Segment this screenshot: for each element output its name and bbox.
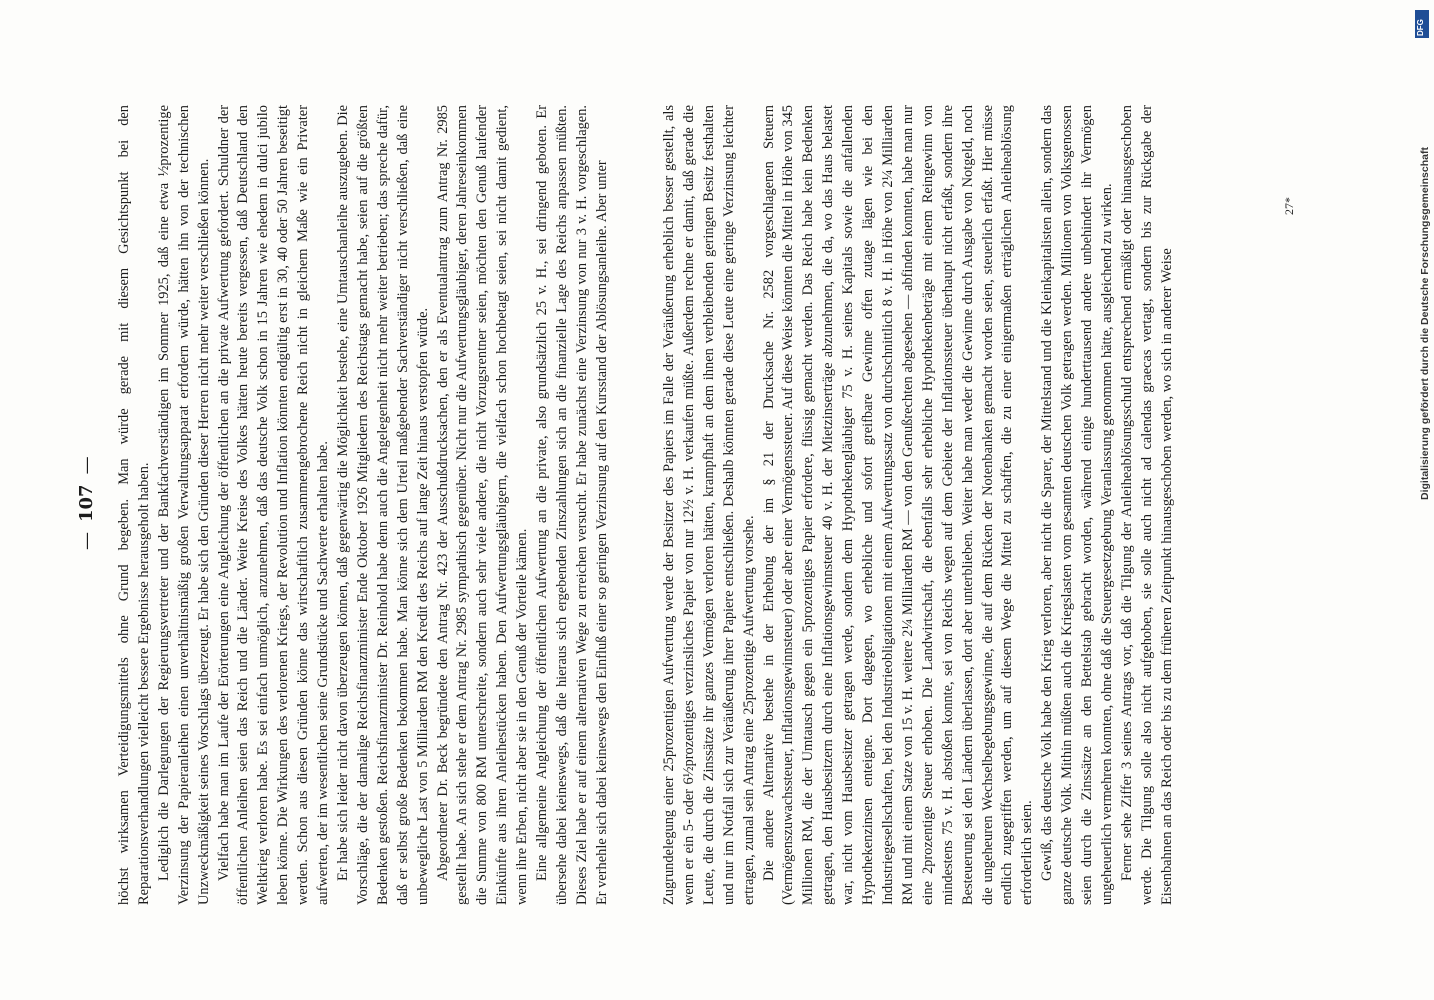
header-dash-left: — [76, 532, 97, 550]
left-text-column [115, 105, 630, 905]
page-number: 107 [76, 484, 97, 522]
page-number-header [76, 446, 97, 560]
signature-mark: 27* [1282, 197, 1296, 215]
paragraph: höchst wirksamen Verteidigungsmittels ohne Grund begeben. Man würde gerade mit diesem Gesichtspunkt bei den Reparationsverhandlungen vielleicht bessere Ergebnisse herausgeholt haben. [116, 105, 152, 905]
digitization-watermark: Digitalisierung gefördert durch die Deutsche Forschungsgemeinschaft [1419, 147, 1431, 500]
paragraph: Ferner sehe Ziffer 3 seines Antrags vor, daß die Tilgung der Anleiheablösungsschuld entsprechend ermäßigt oder hinausgeschoben werde. Die Tilgung solle also nicht aufgehoben, sie solle auch nicht ad calendas graecas vertagt, sondern bis zur Rückgabe der Eisenbahnen an das Reich oder bis zu dem früheren Zeitpunkt hinausgeschoben werden, wo sich in anderer Weise [1118, 105, 1175, 905]
paragraph: Abgeordneter Dr. Beck begründete den Antrag Nr. 423 der Ausschußdrucksachen, den er als Eventualantrag zum Antrag Nr. 2985 gestellt habe. An sich stehe er dem Antrag Nr. 2985 sympathisch gegenüber. Nicht nur die Aufwertungsgläubiger, deren Jahreseinkommen die Summe von 800 RM unterschreite, sondern auch sehr viele andere, die nicht Vorzugsrentner seien, möchten den Genuß laufender Einkünfte aus ihren Anleihestücken haben. Den Aufwertungsgläubigern, die vielfach schon hochbetagt seien, sei nicht damit gedient, wenn ihre Erben, nicht aber sie in den Genuß der Vorteile kämen. [434, 105, 531, 905]
right-text-column [660, 105, 1275, 905]
paragraph: Die andere Alternative bestehe in der Erhebung der im § 21 der Drucksache Nr. 2582 vorgeschlagenen Steuern (Vermögenszuwachssteuer, Inflationsgewinnsteuer) oder aber einer Vermögenssteuer. Auf diese Weise könnten die Mittel in Höhe von 345 Millionen RM, die der Umtausch gegen ein 5prozentiges Papier erfordere, flüssig gemacht werden. Das Reich habe kein Bedenken getragen, den Hausbesitzern durch eine Inflationsgewinnsteuer 40 v. H. der Mietzinserträge abzunehmen, die da, wo das Haus belastet war, nicht vom Hausbesitzer getragen werde, sondern dem Hypothekengläubiger 75 v. H. seines Kapitals sowie die anfallenden Hypothekenzinsen enteigne. Dort dagegen, wo erhebliche und sofort greifbare Gewinne offen zutage lägen wie bei den Industriegesellschaften, bei den Industrieobligationen mit einem Aufwertungssatz von durchschnittlich 8 v. H. in Höhe von 2¼ Milliarden RM und mit einem Satze von 15 v. H. weitere 2¼ Milliarden RM — von den Genußrechten abgesehen — abfinden konnten, habe man nur eine 2prozentige Steuer erhoben. Die Landwirtschaft, die ebenfalls sehr erhebliche Hypothekenbeträge mit einem Reingewinn von mindestens 75 v. H. abstoßen konnte, sei von Reichs wegen auf dem Gebiete der Inflationssteuer überhaupt nicht erfaßt, sondern ihre Besteuerung sei den Ländern überlassen, dort aber unterblieben. Weiter habe man weder die Gewinne durch Ausgabe von Notgeld, noch die ungeheuren Wechselbegebungsgewinne, die auf dem Rücken der Notenbanken gemacht worden seien, steuerlich erfaßt. Hier müsse endlich zugegriffen werden, um auf diesem Wege die Mittel zu schaffen, die zu einer einigermaßen erträglichen Anleiheablösung erforderlich seien. [760, 105, 1036, 905]
paragraph: Er habe sich leider nicht davon überzeugen können, daß gegenwärtig die Möglichkeit bestehe, eine Umtauschanleihe auszugeben. Die Vorschläge, die der damalige Reichsfinanzminister Ende Oktober 1926 Mitgliedern des Reichstags gemacht habe, seien auf die größten Bedenken gestoßen. Reichsfinanzminister Dr. Reinhold habe denn auch die Angelegenheit nicht mehr weiter betrieben; das spreche dafür, daß er selbst große Bedenken bekommen habe. Man könne sich dem Urteil maßgebender Sachverständiger nicht verschließen, daß eine unbewegliche Last von 5 Milliarden RM den Kredit des Reichs auf lange Zeit hinaus verstopfen würde. [334, 105, 431, 905]
paragraph: Gewiß, das deutsche Volk habe den Krieg verloren, aber nicht die Sparer, der Mittelstand und die Kleinkapitalisten allein, sondern das ganze deutsche Volk. Mithin müßten auch die Kriegslasten vom gesamten deutschen Volk getragen werden. Millionen von Volksgenossen seien durch die Zinssätze an den Bettelstab gebracht worden, während einige hunderttausend andere unbehindert ihr Vermögen ungeheuerlich vermehren konnten, ohne daß die Steuergesetzgebung Veranlassung genommen hätte, ausgleichend zu wirken. [1039, 105, 1115, 905]
dfg-logo-icon: DFG [1415, 10, 1429, 38]
paragraph: Eine allgemeine Angleichung der öffentlichen Aufwertung an die private, also grundsätzlich 25 v. H., sei dringend geboten. Er übersehe dabei keineswegs, daß die hieraus sich ergebenden Zinszahlungen sich an die finanzielle Lage des Reichs anpassen müßten. Dieses Ziel habe er auf einem alternativen Wege zu erreichen versucht. Er habe zunächst eine Verzinsung von nur 3 v. H. vorgeschlagen. Er verhehle sich dabei keineswegs den Einfluß einer so geringen Verzinsung auf den Kursstand der Ablösungsanleihe. Aber unter [534, 105, 610, 905]
paragraph: Lediglich die Darlegungen der Regierungsvertreter und der Bankfachverständigen im Sommer 1925, daß eine etwa ½prozentige Verzinsung der Papieranleihen einen unverhältnismäßig großen Verwaltungsapparat erfordern würde, hätten ihn von der technischen Unzweckmäßigkeit seines Vorschlags überzeugt. Er habe sich den Gründen dieser Herren nicht mehr weiter verschließen können. [155, 105, 212, 905]
paragraph: Vielfach habe man im Laufe der Erörterungen eine Angleichung der öffentlichen an die private Aufwertung gefordert. Schuldner der öffentlichen Anleihen seien das Reich und die Länder. Weite Kreise des Volkes hätten heute bereits vergessen, daß Deutschland den Weltkrieg verloren habe. Es sei einfach unmöglich, anzunehmen, daß das deutsche Volk schon in 15 Jahren wie ehedem in dulci jubilo leben könne. Die Wirkungen des verlorenen Kriegs, der Revolution und Inflation könnten endgültig erst in 30, 40 oder 50 Jahren beseitigt werden. Schon aus diesen Gründen könne das wirtschaftlich zusammengebrochene Reich nicht in gleichem Maße wie ein Privater aufwerten, der im wesentlichen seine Grundstücke und Sachwerte erhalten habe. [215, 105, 332, 905]
header-dash-right: — [76, 456, 97, 475]
paragraph: Zugrundelegung einer 25prozentigen Aufwertung werde der Besitzer des Papiers im Falle der Veräußerung erheblich besser gestellt, als wenn er ein 5- oder 6½prozentiges verzinsliches Papier von nur 12½ v. H. verkaufen müßte. Außerdem rechne er damit, daß gerade die Leute, die durch die Zinssätze ihr ganzes Vermögen verloren hätten, krampfhaft an dem ihnen verbleibenden geringen Besitz festhalten und nur im Notfall sich zur Veräußerung ihrer Papiere entschließen. Deshalb könnten gerade diese Leute eine geringe Verzinsung leichter ertragen, zumal sein Antrag eine 25prozentige Aufwertung vorsehe. [661, 105, 757, 905]
